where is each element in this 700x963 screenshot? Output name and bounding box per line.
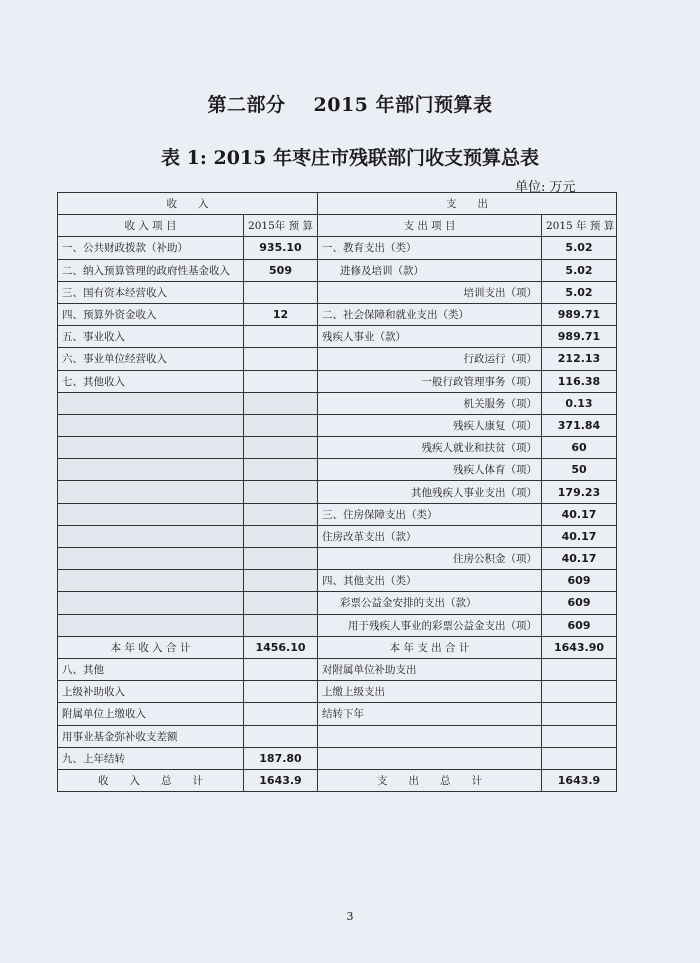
expense-item: 住房改革支出（款） [318, 525, 542, 547]
income-value [244, 326, 318, 348]
income-item: 八、其他 [58, 658, 244, 680]
expense-header: 支 出 [318, 193, 617, 215]
expense-item: 住房公积金（项） [318, 548, 542, 570]
income-value [244, 503, 318, 525]
income-grand-total-label: 收 入 总 计 [58, 769, 244, 791]
expense-item: 其他残疾人事业支出（项） [318, 481, 542, 503]
expense-item: 四、其他支出（类） [318, 570, 542, 592]
table-row [58, 370, 617, 392]
expense-value: 179.23 [542, 481, 617, 503]
table-row [58, 525, 617, 547]
expense-item: 结转下年 [318, 703, 542, 725]
income-value: 509 [244, 259, 318, 281]
expense-item: 一、教育支出（类） [318, 237, 542, 259]
expense-item: 培训支出（项） [318, 281, 542, 303]
income-value [244, 548, 318, 570]
expense-grand-total-label: 支 出 总 计 [318, 769, 542, 791]
expense-item [318, 725, 542, 747]
income-total-value: 1456.10 [244, 636, 318, 658]
table-row [58, 392, 617, 414]
expense-value: 5.02 [542, 281, 617, 303]
year-total-row [58, 636, 617, 658]
expense-value [542, 703, 617, 725]
income-value: 187.80 [244, 747, 318, 769]
income-item: 四、预算外资金收入 [58, 303, 244, 325]
income-item: 五、事业收入 [58, 326, 244, 348]
table-row [58, 237, 617, 259]
expense-item: 一般行政管理事务（项） [318, 370, 542, 392]
income-item [58, 459, 244, 481]
income-value [244, 614, 318, 636]
income-value [244, 525, 318, 547]
table-row [58, 459, 617, 481]
page-number: 3 [346, 910, 354, 923]
table-row [58, 259, 617, 281]
header-row-columns [58, 215, 617, 237]
income-item: 上级补助收入 [58, 681, 244, 703]
expense-item: 残疾人体育（项） [318, 459, 542, 481]
expense-item: 机关服务（项） [318, 392, 542, 414]
expense-item: 行政运行（项） [318, 348, 542, 370]
income-value [244, 481, 318, 503]
table-row [58, 281, 617, 303]
income-value [244, 281, 318, 303]
table-row [58, 570, 617, 592]
table-row [58, 437, 617, 459]
income-item: 六、事业单位经营收入 [58, 348, 244, 370]
income-value [244, 392, 318, 414]
expense-value: 212.13 [542, 348, 617, 370]
table-row [58, 658, 617, 680]
expense-value [542, 658, 617, 680]
income-value: 12 [244, 303, 318, 325]
expense-value: 40.17 [542, 525, 617, 547]
table-row [58, 681, 617, 703]
income-value [244, 414, 318, 436]
income-value [244, 370, 318, 392]
expense-item: 进修及培训（款） [318, 259, 542, 281]
table-row [58, 592, 617, 614]
expense-item: 用于残疾人事业的彩票公益金支出（项） [318, 614, 542, 636]
grand-total-row [58, 769, 617, 791]
income-item: 用事业基金弥补收支差额 [58, 725, 244, 747]
income-value [244, 725, 318, 747]
expense-value: 989.71 [542, 326, 617, 348]
income-value [244, 459, 318, 481]
expense-budget-header: 2015 年 预 算 [542, 215, 617, 237]
expense-item: 对附属单位补助支出 [318, 658, 542, 680]
income-item [58, 592, 244, 614]
table-row [58, 326, 617, 348]
expense-value: 609 [542, 570, 617, 592]
table-row [58, 414, 617, 436]
expense-value: 40.17 [542, 548, 617, 570]
income-item-header: 收 入 项 目 [58, 215, 244, 237]
income-item [58, 525, 244, 547]
expense-total-value: 1643.90 [542, 636, 617, 658]
income-item: 附属单位上缴收入 [58, 703, 244, 725]
expense-value: 0.13 [542, 392, 617, 414]
expense-item: 残疾人事业（款） [318, 326, 542, 348]
expense-value: 50 [542, 459, 617, 481]
table-row [58, 703, 617, 725]
expense-item: 上缴上级支出 [318, 681, 542, 703]
part-heading: 2015 年部门预算表 [313, 94, 493, 116]
expense-item: 三、住房保障支出（类） [318, 503, 542, 525]
income-grand-total-value: 1643.9 [244, 769, 318, 791]
table-row [58, 348, 617, 370]
header-row-top [58, 193, 617, 215]
table-row [58, 303, 617, 325]
table-row [58, 481, 617, 503]
budget-table [57, 192, 617, 792]
table-row [58, 548, 617, 570]
income-item [58, 548, 244, 570]
income-header: 收 入 [58, 193, 318, 215]
income-total-label: 本 年 收 入 合 计 [58, 636, 244, 658]
expense-total-label: 本 年 支 出 合 计 [318, 636, 542, 658]
expense-value: 116.38 [542, 370, 617, 392]
income-item: 三、国有资本经营收入 [58, 281, 244, 303]
income-value: 935.10 [244, 237, 318, 259]
income-value [244, 348, 318, 370]
expense-value [542, 725, 617, 747]
expense-value [542, 747, 617, 769]
income-item: 二、纳入预算管理的政府性基金收入 [58, 259, 244, 281]
income-item: 一、公共财政拨款（补助） [58, 237, 244, 259]
table-row [58, 747, 617, 769]
income-item [58, 570, 244, 592]
income-value [244, 437, 318, 459]
expense-value [542, 681, 617, 703]
income-item [58, 614, 244, 636]
expense-value: 609 [542, 614, 617, 636]
expense-grand-total-value: 1643.9 [542, 769, 617, 791]
income-item: 七、其他收入 [58, 370, 244, 392]
table-row [58, 503, 617, 525]
expense-item: 彩票公益金安排的支出（款） [318, 592, 542, 614]
expense-value: 371.84 [542, 414, 617, 436]
expense-item-header: 支 出 项 目 [318, 215, 542, 237]
income-value [244, 570, 318, 592]
table-title: 表 1: 2015 年枣庄市残联部门收支预算总表 [161, 147, 539, 169]
income-item [58, 414, 244, 436]
expense-value: 5.02 [542, 259, 617, 281]
income-item [58, 392, 244, 414]
expense-item [318, 747, 542, 769]
table-row [58, 725, 617, 747]
part-title [0, 90, 700, 117]
expense-value: 40.17 [542, 503, 617, 525]
income-budget-header: 2015年 预 算 [244, 215, 318, 237]
expense-item: 二、社会保障和就业支出（类） [318, 303, 542, 325]
income-value [244, 681, 318, 703]
part-label: 第二部分 [207, 94, 286, 116]
income-item [58, 437, 244, 459]
income-item [58, 481, 244, 503]
expense-item: 残疾人就业和扶贫（项） [318, 437, 542, 459]
expense-value: 609 [542, 592, 617, 614]
income-item: 九、上年结转 [58, 747, 244, 769]
income-item [58, 503, 244, 525]
expense-value: 5.02 [542, 237, 617, 259]
unit-label: 单位: 万元 [515, 180, 576, 195]
income-value [244, 703, 318, 725]
expense-item: 残疾人康复（项） [318, 414, 542, 436]
income-value [244, 592, 318, 614]
table-row [58, 614, 617, 636]
expense-value: 60 [542, 437, 617, 459]
income-value [244, 658, 318, 680]
expense-value: 989.71 [542, 303, 617, 325]
